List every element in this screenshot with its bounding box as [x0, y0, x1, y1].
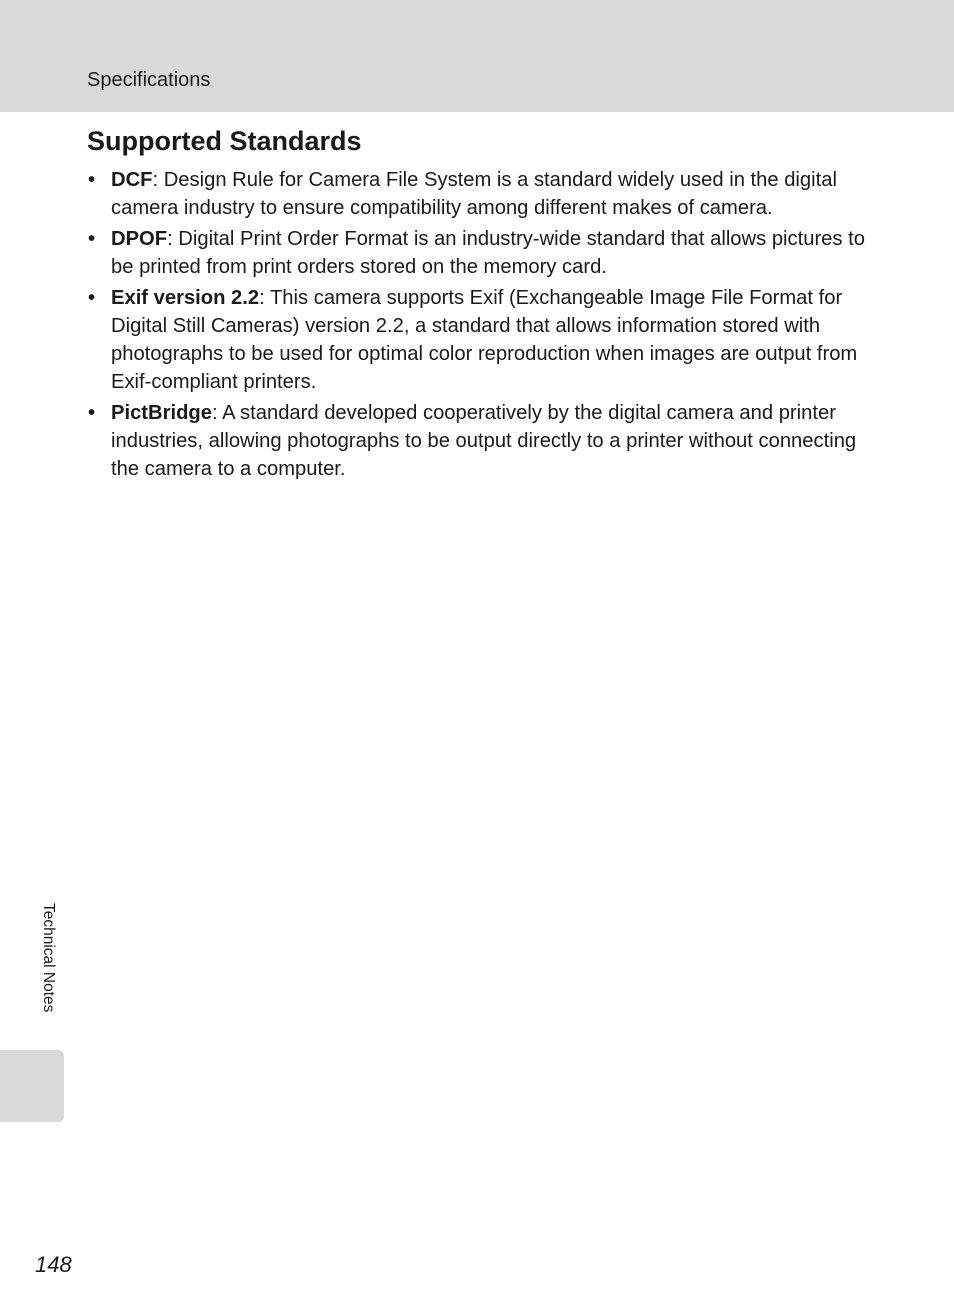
bullet-icon: • — [88, 287, 96, 309]
description-dcf: : Design Rule for Camera File System is a standard widely used in the digital camera industry to ensure compatibility among different makes of camera. — [111, 169, 837, 219]
header-band — [0, 0, 954, 112]
term-exif: Exif version 2.2 — [111, 287, 260, 309]
list-item-dpof — [88, 225, 871, 281]
description-pictbridge: : A standard developed cooperatively by the digital camera and printer industries, allowing photographs to be output directly to a printer without connecting the camera to a computer. — [111, 402, 857, 480]
side-tab-label: Technical Notes — [40, 903, 57, 1013]
bullet-icon: • — [88, 228, 96, 250]
description-dpof: : Digital Print Order Format is an industry-wide standard that allows pictures to be printed from print orders stored on the memory card. — [111, 228, 865, 278]
term-pictbridge: PictBridge — [111, 402, 212, 424]
chapter-tab — [0, 1050, 64, 1122]
header-section-label: Specifications — [87, 69, 211, 91]
description-exif: : This camera supports Exif (Exchangeable Image File Format for Digital Still Cameras) version 2.2, a standard that allows information stored with photographs to be used for optimal color reproduction when images are output from Exif-compliant printers. — [111, 287, 858, 393]
term-dpof: DPOF — [111, 228, 168, 250]
list-item-exif — [88, 284, 871, 396]
list-item-dcf — [88, 166, 871, 222]
standards-list — [88, 166, 871, 486]
page-number: 148 — [35, 1252, 72, 1277]
list-item-pictbridge — [88, 399, 871, 483]
bullet-icon: • — [88, 402, 96, 424]
bullet-icon: • — [88, 169, 96, 191]
page-title: Supported Standards — [87, 126, 362, 156]
term-dcf: DCF — [111, 169, 153, 191]
